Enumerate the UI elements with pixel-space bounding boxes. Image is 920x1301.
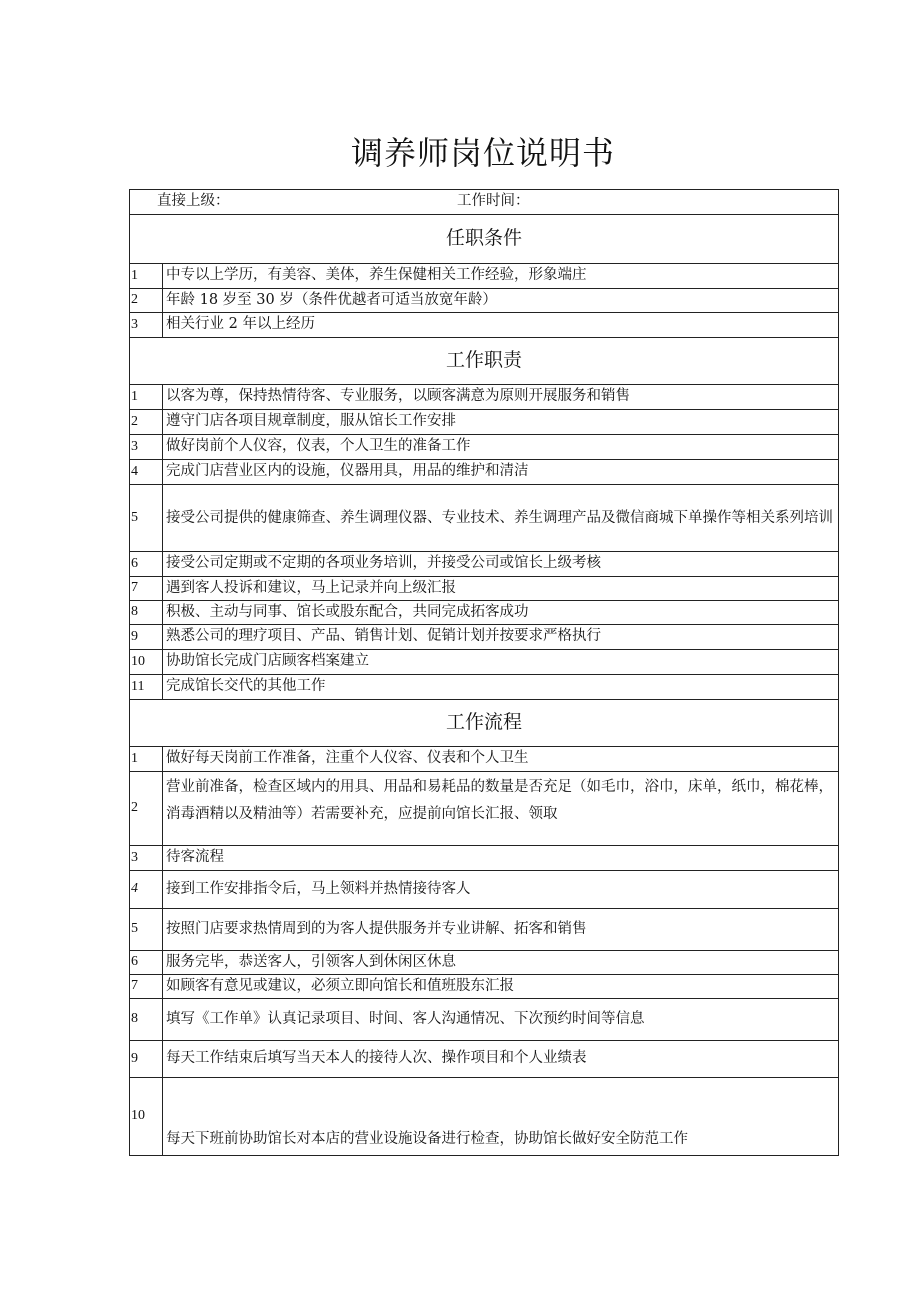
table-row [130,951,839,975]
row-text: 服务完毕，恭送客人，引领客人到休闲区休息 [163,951,839,975]
row-text: 做好岗前个人仪容，仪表，个人卫生的准备工作 [163,435,839,460]
section-heading-duties: 工作职责 [130,338,839,385]
row-number: 6 [130,552,163,577]
table-row [130,846,839,871]
row-number: 7 [130,577,163,601]
row-text: 协助馆长完成门店顾客档案建立 [163,650,839,675]
table-row [130,772,839,846]
row-text: 填写《工作单》认真记录项目、时间、客人沟通情况、下次预约时间等信息 [163,999,839,1041]
row-number: 1 [130,264,163,289]
row-number: 3 [130,846,163,871]
table-row [130,385,839,410]
header-info-cell [130,190,839,215]
row-text: 中专以上学历，有美容、美体，养生保健相关工作经验，形象端庄 [163,264,839,289]
table-row [130,999,839,1041]
row-number: 4 [130,871,163,909]
table-row [130,289,839,313]
table-row [130,410,839,435]
row-number: 2 [130,772,163,846]
row-number: 3 [130,313,163,338]
supervisor-label: 直接上级： [157,193,230,210]
page-title: 调养师岗位说明书 [350,134,615,172]
work-time-label: 工作时间： [457,193,530,210]
section-header-row [130,338,839,385]
table-row [130,625,839,650]
table-row [130,675,839,700]
row-number: 4 [130,460,163,485]
row-text: 遇到客人投诉和建议，马上记录并向上级汇报 [163,577,839,601]
row-number: 5 [130,485,163,552]
row-text: 每天工作结束后填写当天本人的接待人次、操作项目和个人业绩表 [163,1041,839,1078]
row-number: 9 [130,1041,163,1078]
table-row [130,485,839,552]
row-text: 营业前准备，检查区域内的用具、用品和易耗品的数量是否充足（如毛巾，浴巾，床单，纸巾，棉花棒，消毒酒精以及精油等）若需要补充，应提前向馆长汇报、领取 [163,772,839,846]
table-row [130,601,839,625]
table-row [130,577,839,601]
table-row [130,747,839,772]
row-number: 1 [130,385,163,410]
section-heading-process: 工作流程 [130,700,839,747]
row-number: 6 [130,951,163,975]
row-text: 接受公司提供的健康筛查、养生调理仪器、专业技术、养生调理产品及微信商城下单操作等相关系列培训 [163,485,839,552]
row-number: 2 [130,289,163,313]
row-text: 每天下班前协助馆长对本店的营业设施设备进行检查，协助馆长做好安全防范工作 [163,1078,839,1156]
row-text: 年龄 18 岁至 30 岁（条件优越者可适当放宽年龄） [163,289,839,313]
table-row [130,650,839,675]
table-row [130,909,839,951]
table-row [130,460,839,485]
table-row [130,552,839,577]
row-number: 9 [130,625,163,650]
table-row [130,871,839,909]
table-row [130,435,839,460]
table-row [130,1041,839,1078]
row-text: 按照门店要求热情周到的为客人提供服务并专业讲解、拓客和销售 [163,909,839,951]
row-number: 2 [130,410,163,435]
row-text: 做好每天岗前工作准备，注重个人仪容、仪表和个人卫生 [163,747,839,772]
row-number: 8 [130,999,163,1041]
section-header-row [130,700,839,747]
row-number: 8 [130,601,163,625]
table-row [130,975,839,999]
section-heading-requirements: 任职条件 [130,215,839,264]
row-text: 积极、主动与同事、馆长或股东配合，共同完成拓客成功 [163,601,839,625]
section-header-row [130,215,839,264]
job-description-table [129,189,839,1156]
row-number: 3 [130,435,163,460]
row-number: 1 [130,747,163,772]
row-text: 待客流程 [163,846,839,871]
table-row [130,313,839,338]
row-number: 10 [130,650,163,675]
row-number: 5 [130,909,163,951]
row-text: 接到工作安排指令后，马上领料并热情接待客人 [163,871,839,909]
row-number: 10 [130,1078,163,1156]
table-row [130,1078,839,1156]
table-row [130,264,839,289]
header-info-row [130,190,839,215]
row-text: 如顾客有意见或建议，必须立即向馆长和值班股东汇报 [163,975,839,999]
row-text: 以客为尊，保持热情待客、专业服务，以顾客满意为原则开展服务和销售 [163,385,839,410]
row-text: 完成门店营业区内的设施，仪器用具，用品的维护和清洁 [163,460,839,485]
row-text: 完成馆长交代的其他工作 [163,675,839,700]
row-text: 相关行业 2 年以上经历 [163,313,839,338]
row-text: 接受公司定期或不定期的各项业务培训，并接受公司或馆长上级考核 [163,552,839,577]
row-number: 11 [130,675,163,700]
row-text: 遵守门店各项目规章制度，服从馆长工作安排 [163,410,839,435]
row-text: 熟悉公司的理疗项目、产品、销售计划、促销计划并按要求严格执行 [163,625,839,650]
row-number: 7 [130,975,163,999]
